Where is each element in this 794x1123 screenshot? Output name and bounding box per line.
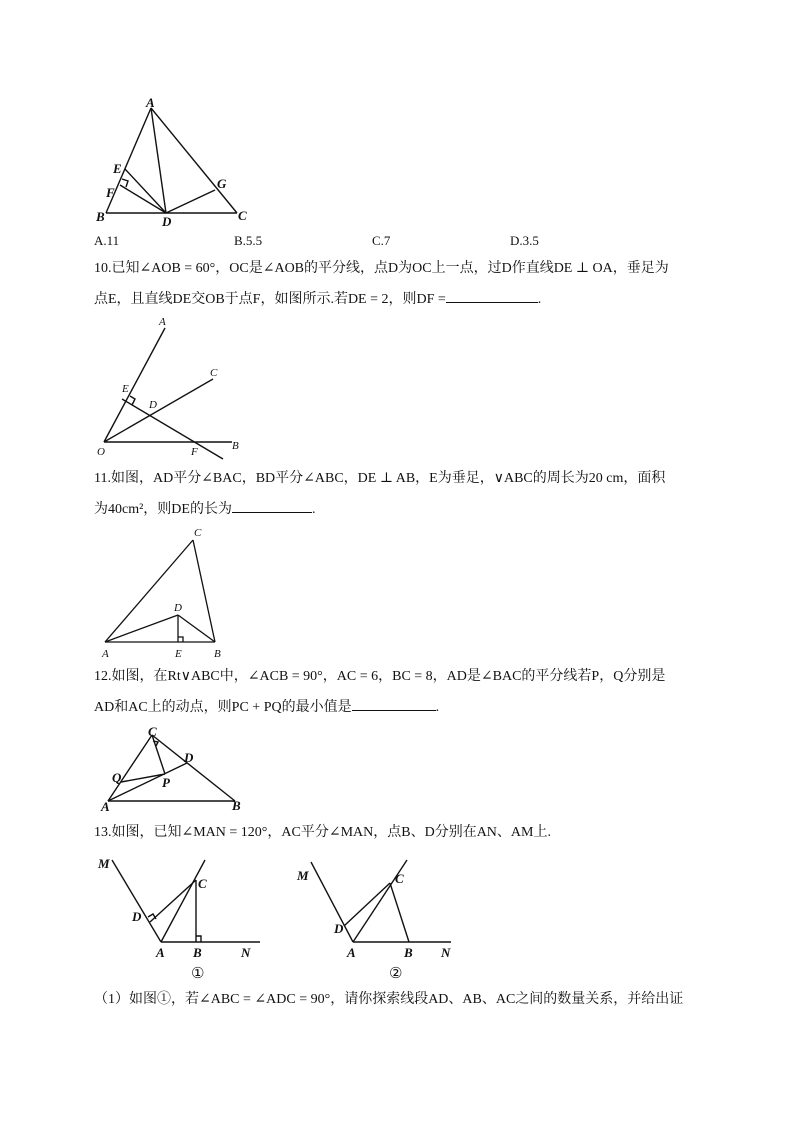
q9-label-g: G <box>217 176 227 191</box>
q9-options <box>94 233 714 253</box>
q13-figure-2-svg <box>295 850 470 985</box>
q11-answer-blank[interactable] <box>232 498 312 513</box>
q9-label-a: A <box>146 95 155 110</box>
q13-fig1-label-m: M <box>98 856 110 871</box>
q13-fig1-label-d: D <box>132 909 142 924</box>
q9-option-b: B.5.5 <box>234 233 263 248</box>
q12-label-c: C <box>148 724 157 739</box>
q11-line2: 为40cm²，则DE的长为 . <box>94 498 315 520</box>
q9-label-d: D <box>162 214 172 229</box>
q12-answer-blank[interactable] <box>352 696 436 711</box>
q12-line2: AD和AC上的动点，则PC + PQ的最小值是 . <box>94 696 439 718</box>
q11-triangle-svg <box>95 523 235 661</box>
q12-label-d: D <box>184 750 194 765</box>
q13-fig2-label-m: M <box>297 868 309 883</box>
q10-label-e: E <box>122 383 129 395</box>
q11-label-b: B <box>214 648 221 660</box>
q13-fig2-label-d: D <box>334 921 344 936</box>
q12-label-a: A <box>101 799 110 812</box>
q11-line1: 11.如图，AD平分∠BAC，BD平分∠ABC，DE ⊥ AB，E为垂足，∨ABC的周长为20 cm，面积 <box>94 471 666 486</box>
q10-label-o: O <box>97 446 105 458</box>
q10-label-c: C <box>210 367 218 379</box>
q13-fig2-label-a: A <box>347 945 356 960</box>
q13-fig1-label-a: A <box>156 945 165 960</box>
q9-label-e: E <box>113 161 122 176</box>
q10-angle-svg <box>95 313 255 460</box>
q13-line1: 13.如图，已知∠MAN = 120°，AC平分∠MAN，点B、D分别在AN、AM上. <box>94 825 551 840</box>
q12-line1: 12.如图，在Rt∨ABC中，∠ACB = 90°，AC = 6，BC = 8，AD是∠BAC的平分线若P，Q分别是 <box>94 669 666 684</box>
q11-label-d: D <box>174 602 182 614</box>
q11-label-a: A <box>102 648 109 660</box>
q10-angle-figure <box>95 313 255 460</box>
q10-line2: 点E，且直线DE交OB于点F，如图所示.若DE = 2，则DF = . <box>94 288 541 310</box>
q13-fig2-label-c: C <box>395 871 404 886</box>
q13-fig1-caption: ① <box>191 964 205 982</box>
q10-line1: 10.已知∠AOB = 60°，OC是∠AOB的平分线，点D为OC上一点，过D作直线DE ⊥ OA，垂足为 <box>94 261 669 276</box>
q13-fig2-label-n: N <box>441 945 451 960</box>
q9-option-a: A.11 <box>94 233 120 248</box>
q9-label-b: B <box>96 209 105 224</box>
q13-figure-1-svg <box>95 850 270 985</box>
q11-triangle-figure <box>95 523 235 661</box>
q11-label-e: E <box>175 648 182 660</box>
q10-label-f: F <box>191 446 198 458</box>
q13-sub1: （1）如图①，若∠ABC = ∠ADC = 90°，请你探索线段AD、AB、AC之间的数量关系，并给出证 <box>94 992 684 1007</box>
q12-triangle-figure <box>95 724 255 812</box>
q9-label-f: F <box>106 185 115 200</box>
q13-fig1-label-n: N <box>241 945 251 960</box>
q9-label-c: C <box>238 208 247 223</box>
q11-label-c: C <box>194 527 202 539</box>
q12-label-b: B <box>232 798 241 812</box>
q10-label-d: D <box>149 399 157 411</box>
q10-label-a: A <box>159 316 166 328</box>
q12-label-q: Q <box>112 770 122 785</box>
q13-fig2-label-b: B <box>404 945 413 960</box>
q13-fig1-label-c: C <box>198 876 207 891</box>
q10-answer-blank[interactable] <box>446 288 538 303</box>
q10-label-b: B <box>232 440 239 452</box>
q13-figure-2 <box>295 850 470 985</box>
q13-figure-1 <box>95 850 270 985</box>
q9-option-d: D.3.5 <box>510 233 539 248</box>
q9-triangle-figure <box>90 95 255 230</box>
q12-triangle-svg <box>95 724 255 812</box>
q9-option-c: C.7 <box>372 233 391 248</box>
q12-label-p: P <box>162 775 170 790</box>
q9-triangle-svg <box>90 95 255 230</box>
q13-fig2-caption: ② <box>389 964 403 982</box>
q13-fig1-label-b: B <box>193 945 202 960</box>
